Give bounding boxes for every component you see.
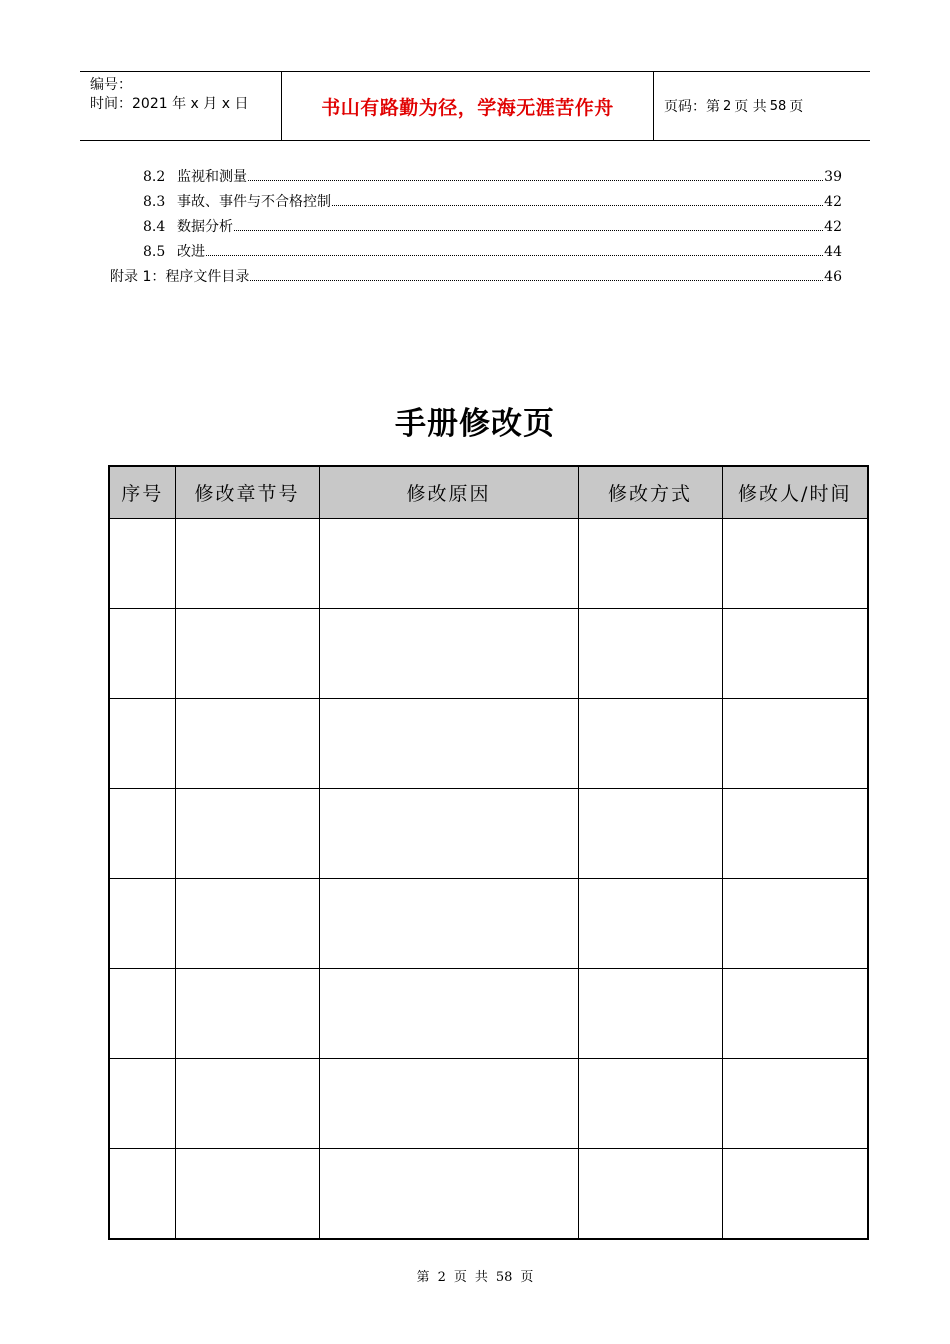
toc-entry-number: 8.4	[143, 219, 166, 235]
table-cell[interactable]	[722, 969, 868, 1059]
table-row	[109, 879, 868, 969]
table-cell[interactable]	[578, 789, 722, 879]
toc-entry[interactable]	[110, 166, 842, 191]
toc-leader-dots	[234, 230, 823, 231]
toc-entry-title: 事故、事件与不合格控制	[177, 194, 331, 210]
toc-leader-dots	[250, 280, 823, 281]
table-cell[interactable]	[578, 699, 722, 789]
toc-entry-page: 42	[824, 194, 842, 210]
column-header-section: 修改章节号	[175, 466, 319, 519]
table-cell[interactable]	[109, 1149, 175, 1240]
toc-leader-dots	[248, 180, 823, 181]
table-cell[interactable]	[722, 519, 868, 609]
table-row	[109, 1149, 868, 1240]
page-footer	[0, 1266, 950, 1285]
table-cell[interactable]	[109, 1059, 175, 1149]
footer-total-word: 共	[474, 1270, 488, 1285]
header-page-prefix: 页码：第	[664, 99, 720, 115]
table-cell[interactable]	[319, 519, 578, 609]
toc-entry-number: 8.5	[143, 244, 166, 260]
table-cell[interactable]	[175, 609, 319, 699]
table-row	[109, 1059, 868, 1149]
header-page-middle: 页 共	[734, 99, 767, 115]
table-row	[109, 789, 868, 879]
header-time: 时间：2021 年 x 月 x 日	[90, 96, 249, 112]
footer-suffix: 页	[520, 1270, 534, 1285]
column-header-method: 修改方式	[578, 466, 722, 519]
column-header-serial: 序号	[109, 466, 175, 519]
table-cell[interactable]	[722, 1059, 868, 1149]
table-cell[interactable]	[578, 609, 722, 699]
header-motto: 书山有路勤为径，学海无涯苦作舟	[321, 96, 614, 119]
toc-entry[interactable]	[110, 216, 842, 241]
table-cell[interactable]	[109, 609, 175, 699]
toc-entry-appendix[interactable]	[110, 266, 842, 291]
header-motto-cell	[282, 72, 654, 140]
toc-entry-page: 39	[824, 169, 842, 185]
table-cell[interactable]	[175, 699, 319, 789]
footer-total-pages: 58	[495, 1270, 513, 1285]
footer-page-word: 页	[453, 1270, 467, 1285]
revision-table-header	[109, 466, 868, 519]
column-header-person-time: 修改人/时间	[722, 466, 868, 519]
table-cell[interactable]	[319, 879, 578, 969]
table-cell[interactable]	[319, 1059, 578, 1149]
table-cell[interactable]	[319, 789, 578, 879]
toc-leader-dots	[332, 205, 823, 206]
table-cell[interactable]	[175, 1059, 319, 1149]
table-cell[interactable]	[175, 879, 319, 969]
revision-table	[108, 465, 869, 1240]
table-cell[interactable]	[319, 969, 578, 1059]
toc-entry-page: 42	[824, 219, 842, 235]
table-cell[interactable]	[109, 699, 175, 789]
table-cell[interactable]	[578, 879, 722, 969]
footer-prefix: 第	[416, 1270, 430, 1285]
table-cell[interactable]	[722, 789, 868, 879]
table-row	[109, 519, 868, 609]
toc-entry[interactable]	[110, 191, 842, 216]
header-page-current: 2	[723, 98, 732, 114]
table-cell[interactable]	[175, 519, 319, 609]
table-cell[interactable]	[175, 1149, 319, 1240]
table-cell[interactable]	[722, 879, 868, 969]
table-cell[interactable]	[109, 879, 175, 969]
table-cell[interactable]	[319, 609, 578, 699]
table-cell[interactable]	[109, 519, 175, 609]
table-cell[interactable]	[722, 1149, 868, 1240]
header-page-total: 58	[769, 98, 787, 114]
table-cell[interactable]	[109, 969, 175, 1059]
toc-entry-number: 8.2	[143, 169, 166, 185]
header-meta	[80, 72, 282, 140]
table-cell[interactable]	[722, 609, 868, 699]
toc-entry-number: 8.3	[143, 194, 166, 210]
header-page-info	[654, 72, 870, 140]
toc-entry-title: 改进	[177, 244, 205, 260]
table-row	[109, 969, 868, 1059]
page-header	[80, 71, 870, 141]
table-row	[109, 609, 868, 699]
toc-entry-title: 监视和测量	[177, 169, 247, 185]
table-cell[interactable]	[578, 1059, 722, 1149]
toc-leader-dots	[206, 255, 823, 256]
toc-entry-title: 数据分析	[177, 219, 233, 235]
toc-entry-page: 46	[824, 269, 842, 285]
footer-current-page: 2	[437, 1270, 446, 1285]
table-cell[interactable]	[578, 519, 722, 609]
table-cell[interactable]	[319, 699, 578, 789]
column-header-reason: 修改原因	[319, 466, 578, 519]
table-of-contents	[110, 166, 842, 291]
table-cell[interactable]	[722, 699, 868, 789]
header-page-suffix: 页	[789, 99, 804, 115]
table-cell[interactable]	[175, 969, 319, 1059]
toc-entry-title: 附录 1：程序文件目录	[110, 269, 250, 285]
header-number: 编号：	[90, 77, 132, 93]
table-cell[interactable]	[578, 1149, 722, 1240]
table-cell[interactable]	[175, 789, 319, 879]
toc-entry-page: 44	[824, 244, 842, 260]
table-row	[109, 699, 868, 789]
table-cell[interactable]	[109, 789, 175, 879]
revision-page-title: 手册修改页	[395, 406, 555, 442]
table-cell[interactable]	[578, 969, 722, 1059]
toc-entry[interactable]	[110, 241, 842, 266]
table-cell[interactable]	[319, 1149, 578, 1240]
